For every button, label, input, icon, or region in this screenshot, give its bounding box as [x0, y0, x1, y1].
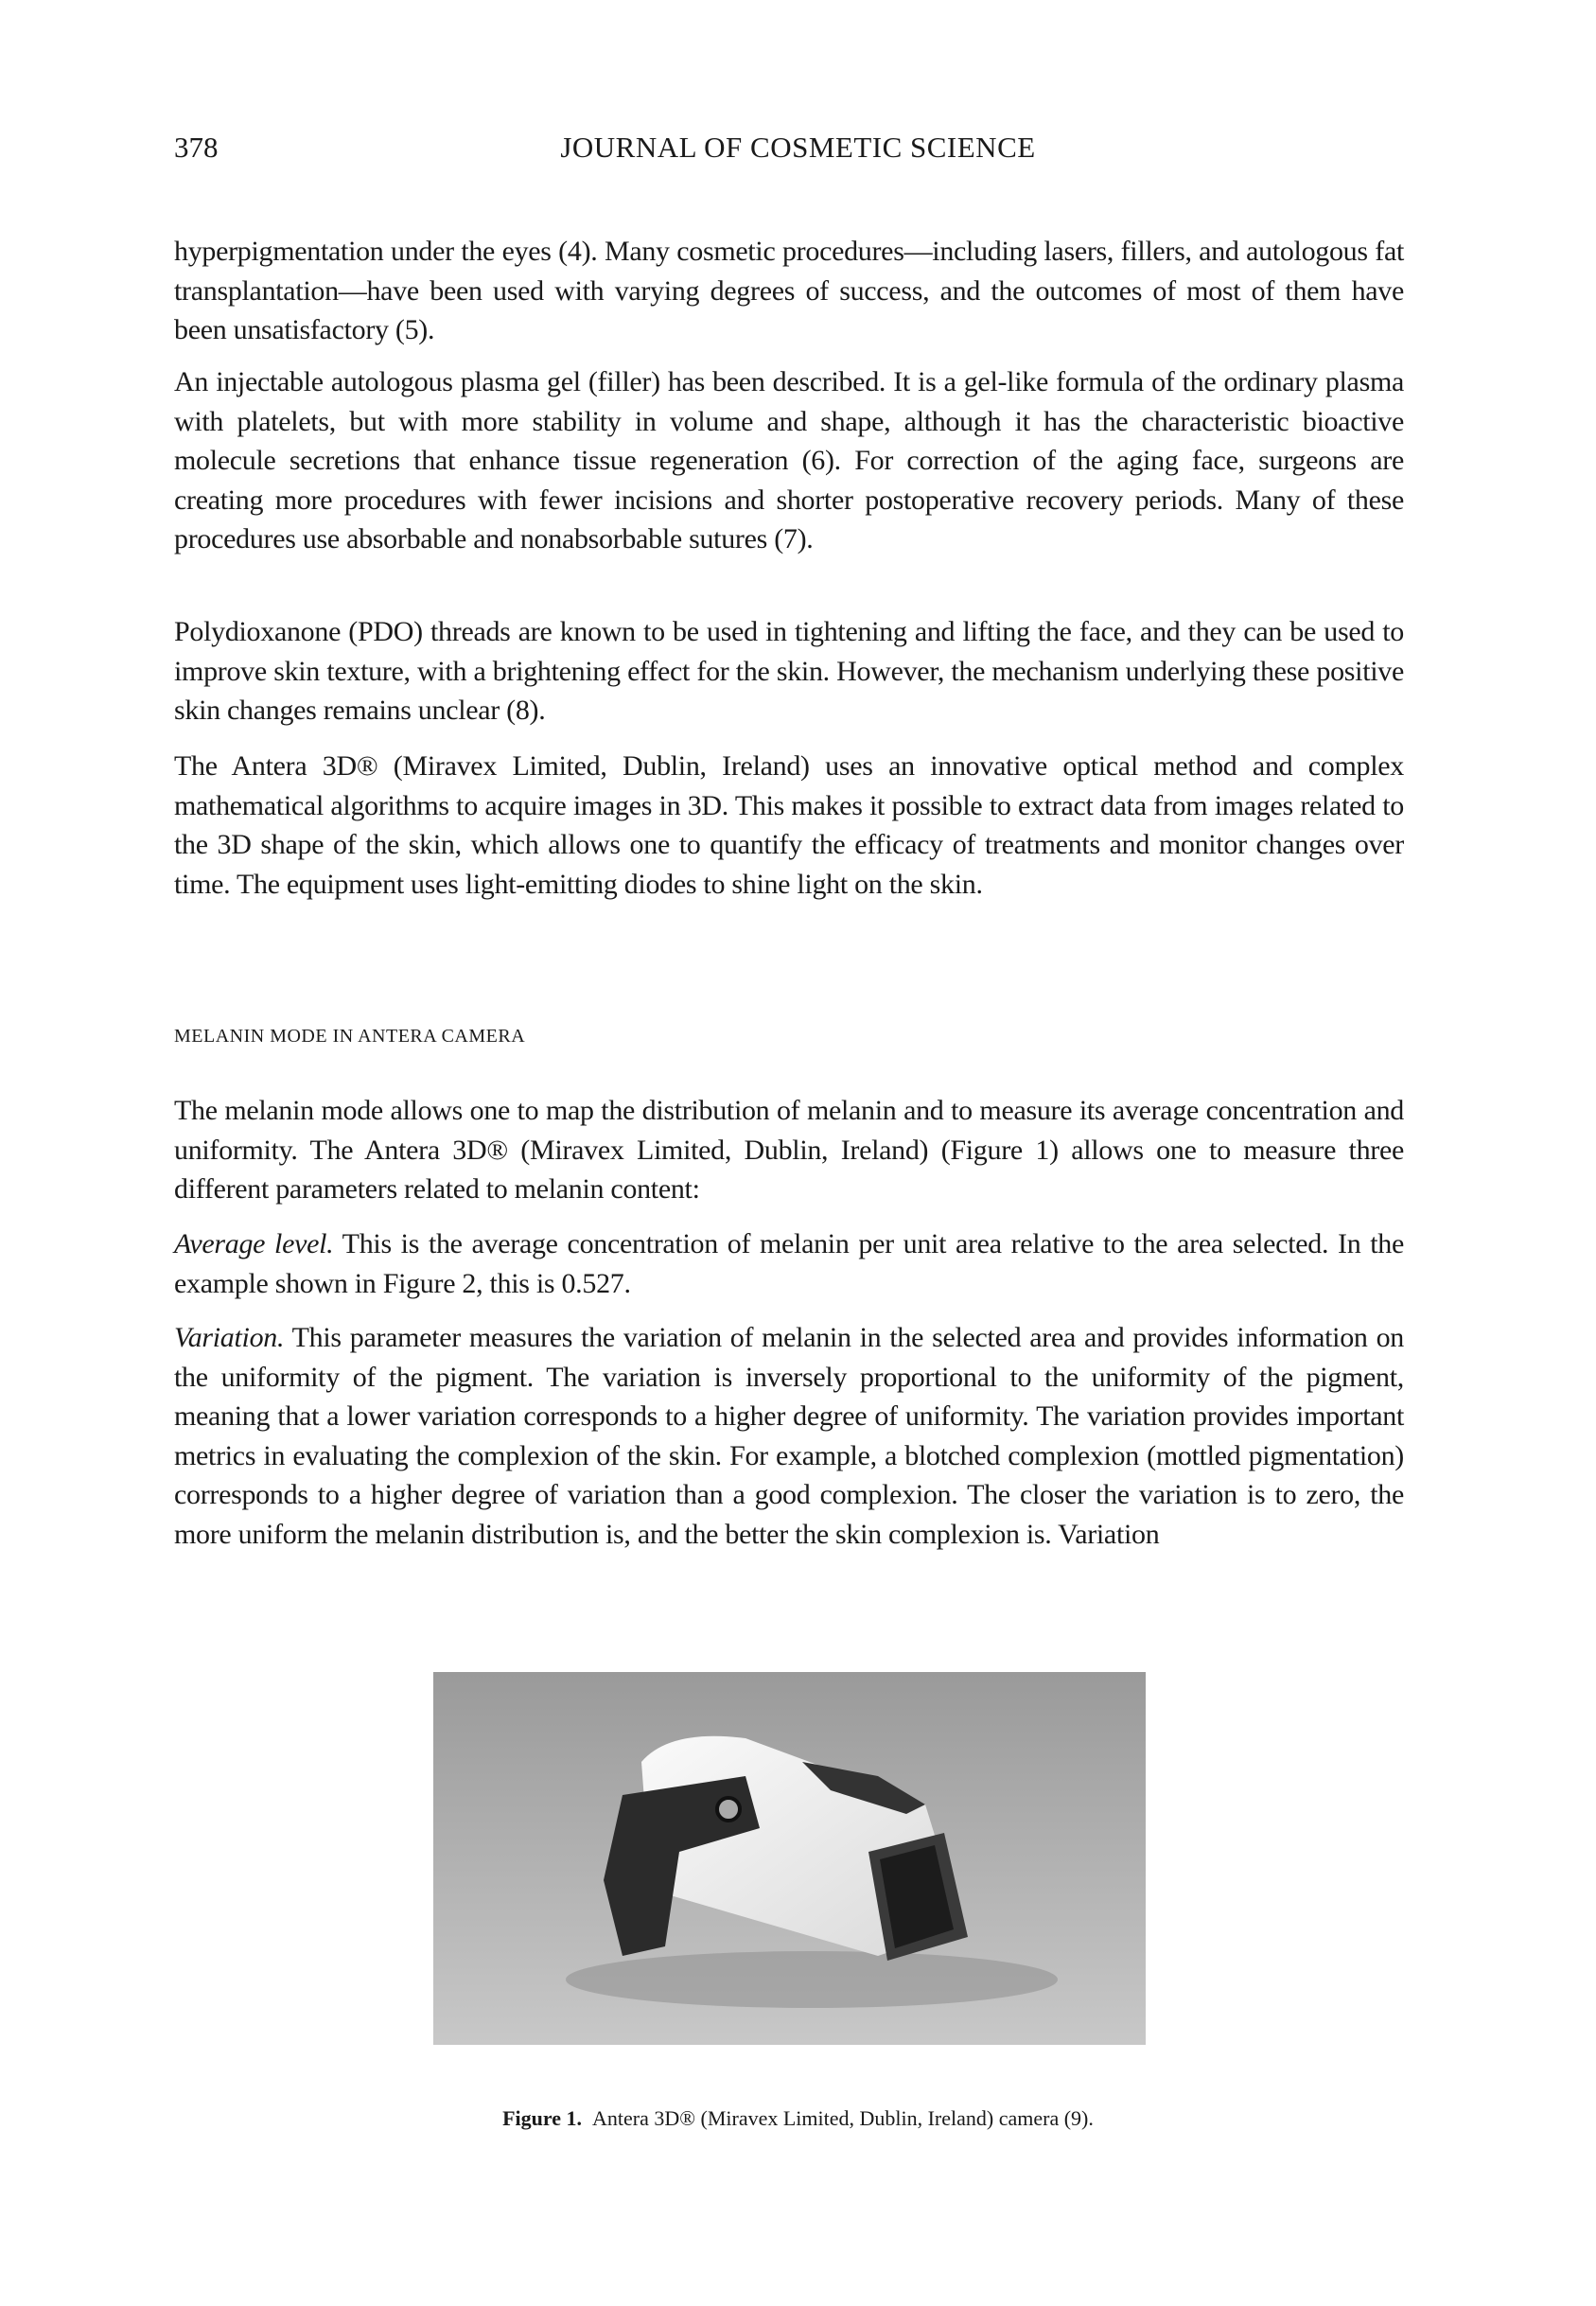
paragraph: hyperpigmentation under the eyes (4). Many cosmetic procedures—including lasers, fillers, and autologous fat transplantation—have been used with varying degrees of success, and the outcomes of most of them have been unsatisfactory (5). — [174, 236, 1404, 346]
paragraph: The melanin mode allows one to map the distribution of melanin and to measure its average concentration and uniformity. The Antera 3D® (Miravex Limited, Dublin, Ireland) (Figure 1) allows one to measure three different parameters related to melanin content: — [174, 1095, 1404, 1206]
section-heading: MELANIN MODE IN ANTERA CAMERA — [174, 1026, 526, 1047]
page-number: 378 — [174, 131, 219, 164]
paragraph: Polydioxanone (PDO) threads are known to be used in tightening and lifting the face, and they can be used to improve skin texture, with a brightening effect for the skin. However, the mechanism underlying these positive skin changes remains unclear (8). — [174, 616, 1404, 727]
paragraph-text: This is the average concentration of melanin per unit area relative to the area selected. In the example shown in Figure 2, this is 0.527. — [174, 1228, 1404, 1299]
paragraph: The Antera 3D® (Miravex Limited, Dublin, Ireland) uses an innovative optical method and complex mathematical algorithms to acquire images in 3D. This makes it possible to extract data from images related to the 3D shape of the skin, which allows one to quantify the efficacy of treatments and monitor changes over time. The equipment uses light-emitting diodes to shine light on the skin. — [174, 750, 1404, 900]
term-label: Variation. — [174, 1322, 285, 1353]
running-header: JOURNAL OF COSMETIC SCIENCE — [560, 131, 1036, 164]
paragraph — [174, 1318, 1404, 1555]
figure-caption — [0, 2106, 1596, 2131]
camera-photo — [433, 1672, 1146, 2045]
paragraph — [174, 1224, 1404, 1303]
figure-caption-text: Antera 3D® (Miravex Limited, Dublin, Ireland) camera (9). — [592, 2106, 1094, 2130]
paragraph: An injectable autologous plasma gel (filler) has been described. It is a gel-like formula of the ordinary plasma with platelets, but with more stability in volume and shape, although it has the characteristic bioactive molecule secretions that enhance tissue regeneration (6). For correction of the aging face, surgeons are creating more procedures with fewer incisions and shorter postoperative recovery periods. Many of these procedures use absorbable and nonabsorbable sutures (7). — [174, 366, 1404, 555]
term-label: Average level. — [174, 1228, 334, 1259]
figure-label: Figure 1. — [502, 2106, 583, 2130]
paragraph-text: This parameter measures the variation of melanin in the selected area and provides information on the uniformity of the pigment. The variation is inversely proportional to the uniformity of the pigment, meaning that a lower variation corresponds to a higher degree of uniformity. The variation provides important metrics in evaluating the complexion of the skin. For example, a blotched complexion (mottled pigmentation) corresponds to a higher degree of variation than a good complexion. The closer the variation is to zero, the more uniform the melanin distribution is, and the better the skin complexion is. Variation — [174, 1322, 1404, 1550]
